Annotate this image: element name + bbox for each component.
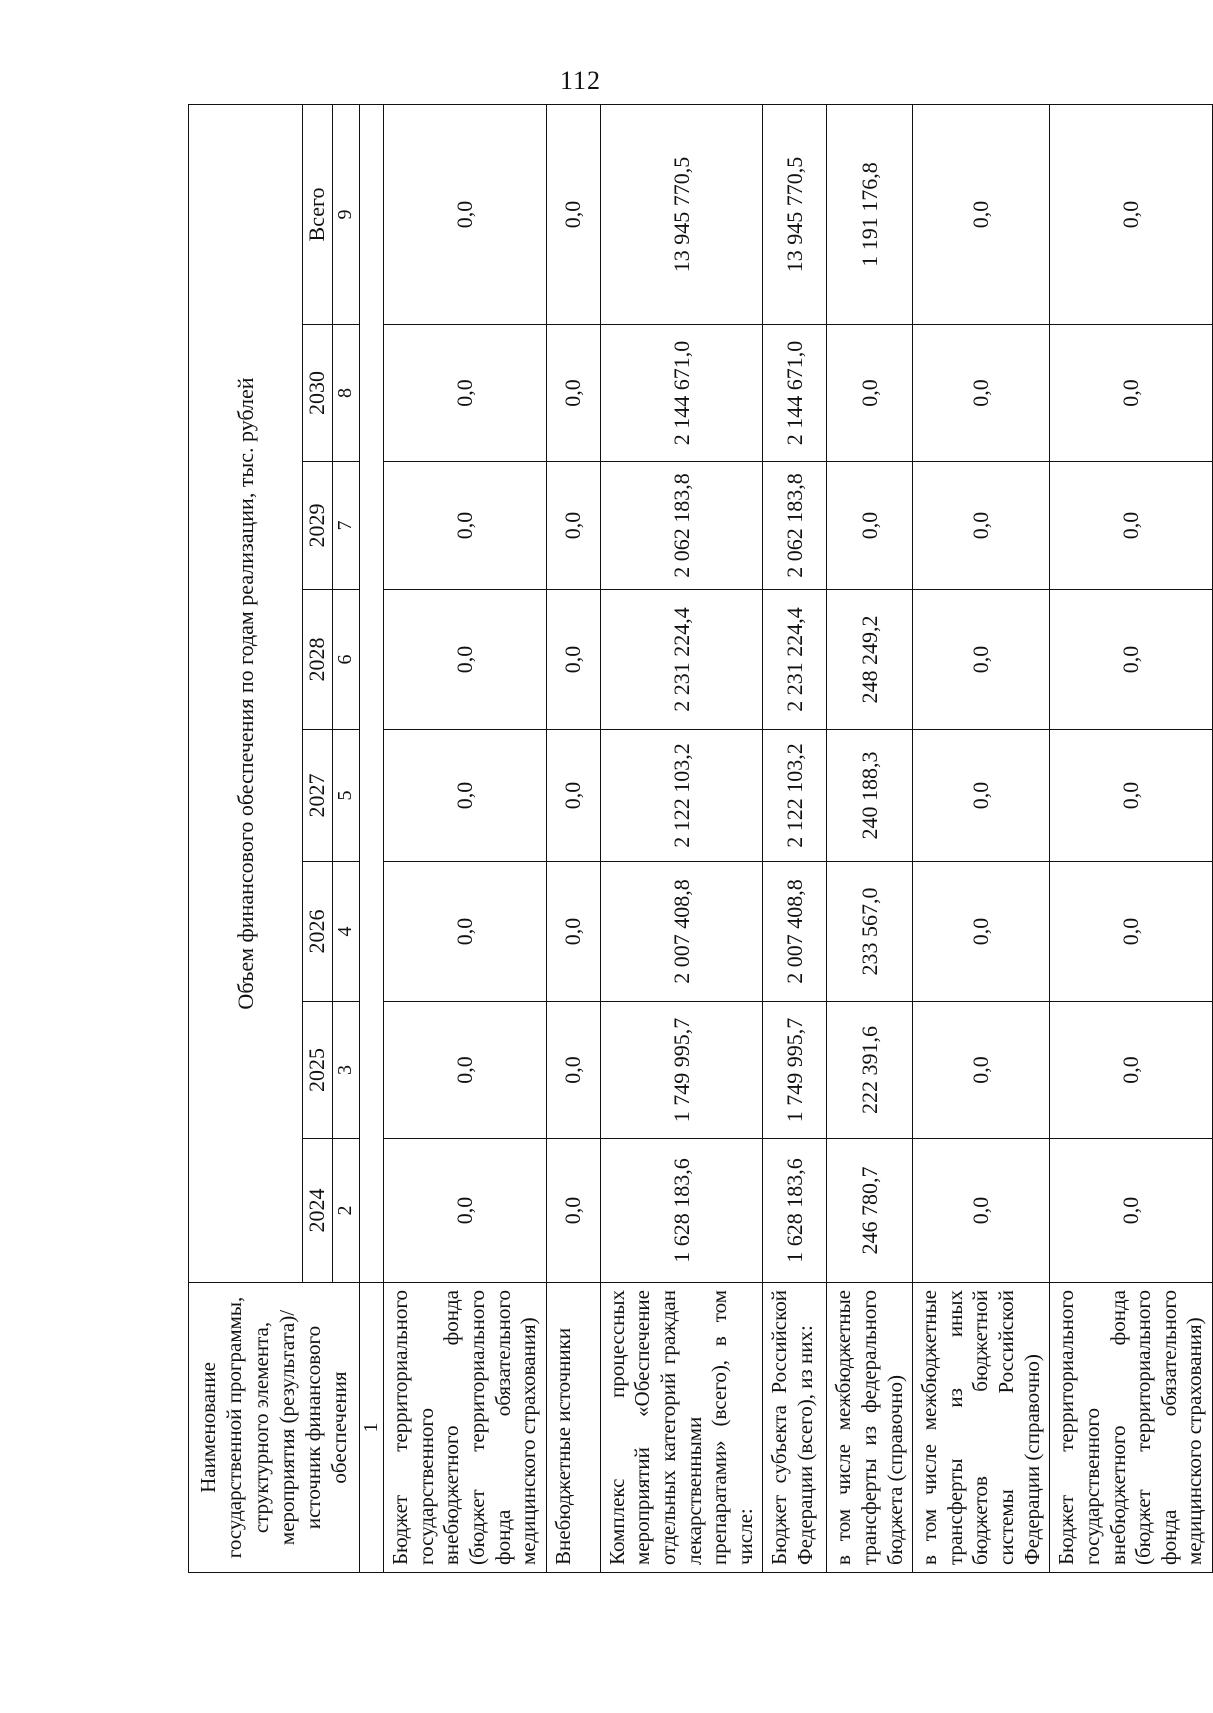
row-value: 0,0 — [913, 325, 1050, 462]
page-number: 112 — [560, 66, 602, 95]
row-value: 1 628 183,6 — [763, 1139, 827, 1283]
column-number: 1 — [359, 1283, 384, 1573]
row-value: 1 749 995,7 — [763, 1002, 827, 1139]
row-value-total: 0,0 — [1050, 104, 1213, 324]
column-number: 7 — [332, 462, 359, 590]
table-row — [763, 104, 827, 1572]
row-value: 0,0 — [546, 862, 600, 1002]
row-value-total: 1 191 176,8 — [827, 104, 913, 324]
row-value: 0,0 — [546, 462, 600, 590]
row-value: 222 391,6 — [827, 1002, 913, 1139]
row-value: 0,0 — [913, 862, 1050, 1002]
column-number: 2 — [332, 1139, 359, 1283]
row-value-total: 0,0 — [546, 104, 600, 324]
rotated-table-frame — [188, 105, 1207, 1573]
table-row — [827, 104, 913, 1572]
column-number: 5 — [332, 730, 359, 862]
header-year: 2030 — [302, 325, 332, 462]
row-value: 0,0 — [913, 730, 1050, 862]
table-row — [546, 104, 600, 1572]
row-value: 246 780,7 — [827, 1139, 913, 1283]
row-value: 240 188,3 — [827, 730, 913, 862]
header-year: 2027 — [302, 730, 332, 862]
row-value: 0,0 — [827, 462, 913, 590]
financing-table — [188, 104, 1213, 1573]
row-value: 0,0 — [1050, 325, 1213, 462]
row-value: 0,0 — [1050, 1002, 1213, 1139]
row-value: 0,0 — [1050, 1139, 1213, 1283]
header-year: 2025 — [302, 1002, 332, 1139]
row-value: 248 249,2 — [827, 590, 913, 730]
table-row — [1050, 104, 1213, 1572]
row-source-name: Внебюджетные источники — [546, 1283, 600, 1573]
row-value: 0,0 — [384, 1139, 547, 1283]
header-year: 2028 — [302, 590, 332, 730]
row-value: 2 007 408,8 — [600, 862, 763, 1002]
row-value: 0,0 — [384, 862, 547, 1002]
column-number: 9 — [332, 104, 359, 324]
row-source-name: Бюджет территориального государственного внебюджетного фонда (бюджет территориального фонда обязательного медицинского страхования) — [1050, 1283, 1213, 1573]
spacer-cell — [359, 104, 384, 1282]
row-value: 2 007 408,8 — [763, 862, 827, 1002]
row-value: 0,0 — [546, 1139, 600, 1283]
row-value: 2 231 224,4 — [600, 590, 763, 730]
column-number: 6 — [332, 590, 359, 730]
row-value: 0,0 — [827, 325, 913, 462]
row-value: 2 144 671,0 — [763, 325, 827, 462]
row-value: 2 062 183,8 — [763, 462, 827, 590]
table-row — [384, 104, 547, 1572]
row-value: 0,0 — [384, 590, 547, 730]
row-value: 0,0 — [913, 1002, 1050, 1139]
row-value: 0,0 — [546, 1002, 600, 1139]
row-value: 233 567,0 — [827, 862, 913, 1002]
row-value: 0,0 — [384, 325, 547, 462]
header-name-column: Наименование государственной программы, структурного элемента, мероприятия (результата)/источник финансового обеспечения — [189, 1283, 360, 1573]
row-value-total: 13 945 770,5 — [763, 104, 827, 324]
header-year-total: Всего — [302, 104, 332, 324]
row-source-name: в том числе межбюджетные трансферты из федерального бюджета (справочно) — [827, 1283, 913, 1573]
column-number: 3 — [332, 1002, 359, 1139]
row-value: 1 628 183,6 — [600, 1139, 763, 1283]
row-value: 0,0 — [1050, 862, 1213, 1002]
header-year: 2024 — [302, 1139, 332, 1283]
row-source-name: Комплекс процессных мероприятий «Обеспечение отдельных категорий граждан лекарственными препаратами» (всего), в том числе: — [600, 1283, 763, 1573]
row-value: 2 062 183,8 — [600, 462, 763, 590]
row-value: 0,0 — [546, 730, 600, 862]
column-number: 8 — [332, 325, 359, 462]
table-row — [913, 104, 1050, 1572]
row-value-total: 0,0 — [384, 104, 547, 324]
row-value: 2 122 103,2 — [763, 730, 827, 862]
header-year: 2026 — [302, 862, 332, 1002]
row-value: 2 122 103,2 — [600, 730, 763, 862]
row-source-name: в том числе межбюджетные трансферты из иных бюджетов бюджетной системы Российской Федерации (справочно) — [913, 1283, 1050, 1573]
row-value: 1 749 995,7 — [600, 1002, 763, 1139]
row-value-total: 0,0 — [913, 104, 1050, 324]
row-value: 0,0 — [384, 730, 547, 862]
row-value: 0,0 — [546, 590, 600, 730]
row-value: 0,0 — [546, 325, 600, 462]
header-volume: Объем финансового обеспечения по годам реализации, тыс. рублей — [189, 104, 303, 1282]
header-year: 2029 — [302, 462, 332, 590]
row-value: 0,0 — [384, 1002, 547, 1139]
row-value: 0,0 — [1050, 730, 1213, 862]
table-row — [600, 104, 763, 1572]
row-value: 0,0 — [384, 462, 547, 590]
row-value: 0,0 — [913, 462, 1050, 590]
row-source-name: Бюджет территориального государственного внебюджетного фонда (бюджет территориального фонда обязательного медицинского страхования) — [384, 1283, 547, 1573]
row-value: 0,0 — [913, 1139, 1050, 1283]
table-body — [384, 104, 1213, 1572]
row-value: 0,0 — [1050, 590, 1213, 730]
column-number: 4 — [332, 862, 359, 1002]
row-source-name: Бюджет субъекта Российской Федерации (всего), из них: — [763, 1283, 827, 1573]
row-value: 0,0 — [913, 590, 1050, 730]
row-value: 2 144 671,0 — [600, 325, 763, 462]
row-value: 0,0 — [1050, 462, 1213, 590]
row-value: 2 231 224,4 — [763, 590, 827, 730]
row-value-total: 13 945 770,5 — [600, 104, 763, 324]
